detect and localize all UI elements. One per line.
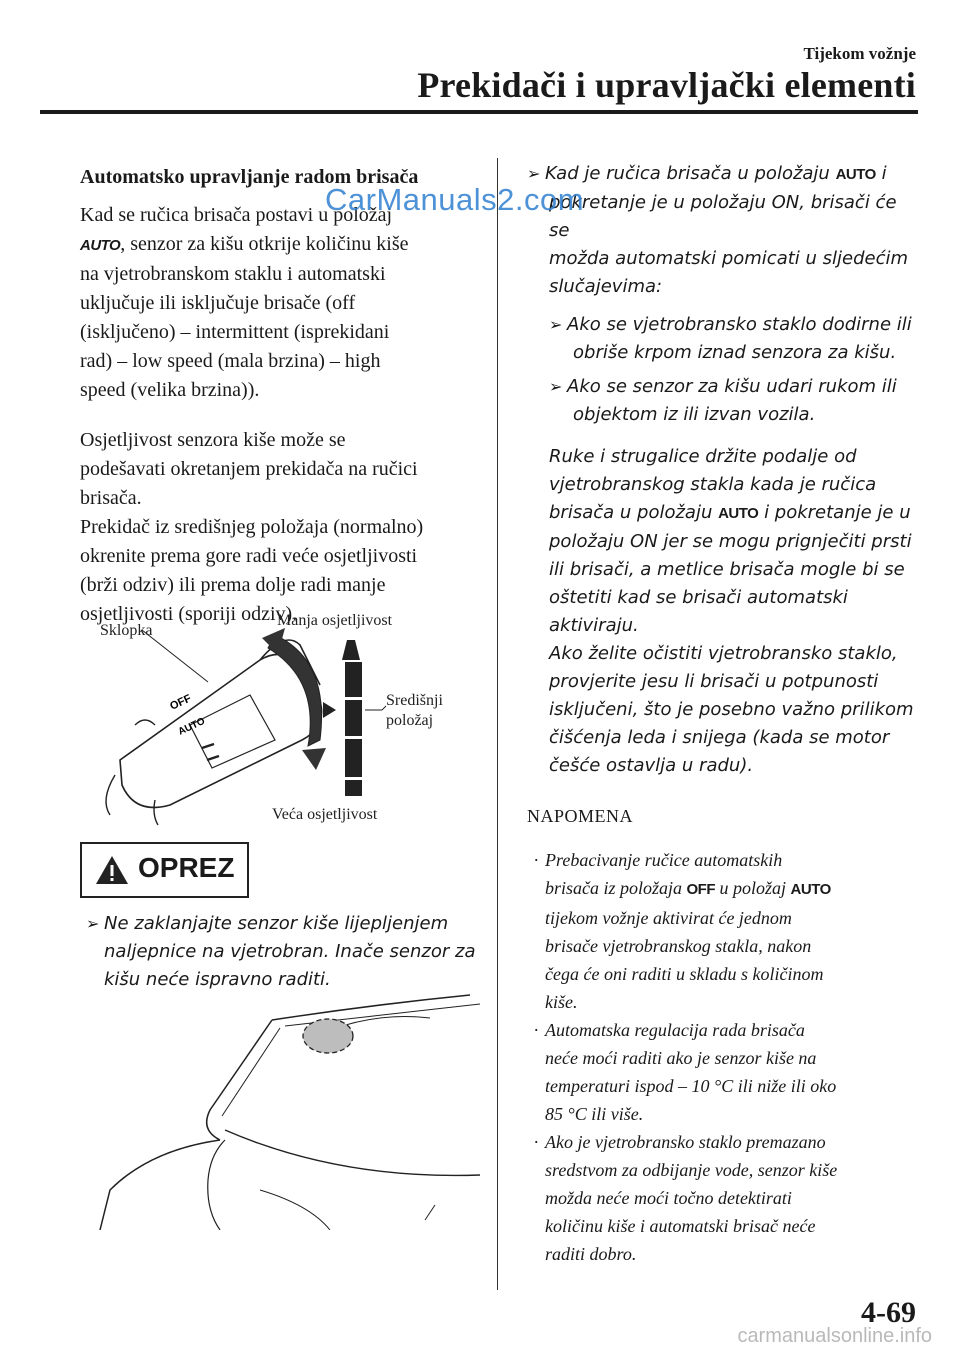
rain-sensor-area: [303, 1019, 353, 1053]
auto-symbol: AUTO: [718, 505, 759, 522]
dot-bullet: ·: [533, 850, 539, 870]
paragraph-2: [80, 426, 480, 629]
note-item-3: [527, 1128, 917, 1268]
caution-item: [86, 910, 481, 994]
arrow-bullet-icon: ➢: [86, 914, 100, 933]
lever-stalk: [106, 775, 115, 815]
left-column: [80, 160, 480, 629]
section-title: Tijekom vožnje: [803, 44, 916, 63]
note-line: 85 °C ili više.: [545, 1104, 644, 1124]
note-line: brisača iz položaja: [545, 878, 683, 898]
keep-away-line: [549, 499, 917, 528]
right-b1-line: Kad je ručica brisača u položaju: [545, 163, 830, 184]
caution-title: OPREZ: [138, 852, 235, 883]
sub2-line: objektom iz ili izvan vozila.: [573, 404, 816, 425]
keep-away-line: položaju ON jer se mogu prignječiti prsti: [549, 531, 912, 552]
label-more-sensitivity: Veća osjetljivost: [272, 806, 378, 823]
label-center-1: Središnji: [386, 692, 443, 709]
watermark-bottom: carmanualsonline.info: [737, 1325, 932, 1347]
note-line: možda neće moći točno detektirati: [545, 1188, 792, 1208]
auto-symbol: AUTO: [835, 166, 876, 183]
dot-bullet: ·: [533, 1020, 539, 1040]
p1-line: na vjetrobranskom staklu i automatski: [80, 263, 386, 285]
keep-away-line: isključeni, što je posebno važno prilikom: [549, 699, 914, 720]
section-heading: Automatsko upravljanje radom brisača: [80, 166, 419, 188]
scale-segment: [345, 780, 362, 796]
p2-line: Osjetljivost senzora kiše može se: [80, 429, 346, 451]
keep-away-line: čišćenja leda i snijega (kada se motor: [549, 727, 890, 748]
label-switch: Sklopka: [100, 622, 153, 639]
note-item-1: [527, 846, 917, 1016]
note-line: neće moći raditi ako je senzor kiše na: [545, 1048, 817, 1068]
note-line: čega će oni raditi u skladu s količinom: [545, 964, 824, 984]
right-b1-line: možda automatski pomicati u sljedećim: [549, 248, 909, 269]
scale-segment: [345, 739, 362, 777]
column-divider: [497, 158, 498, 1290]
p1-line: , senzor za kišu otkrije količinu kiše: [120, 233, 409, 255]
hood-line: [100, 1140, 220, 1230]
keep-away-text: i pokretanje je u: [764, 502, 911, 523]
sub1-line: Ako se vjetrobransko staklo dodirne ili: [567, 314, 912, 335]
chapter-title: Prekidači i upravljački elementi: [417, 65, 916, 105]
sub1-line: obriše krpom iznad senzora za kišu.: [573, 342, 897, 363]
right-b1-line: i: [881, 163, 887, 184]
note-line: temperaturi ispod – 10 °C ili niže ili oko: [545, 1076, 837, 1096]
auto-symbol: AUTO: [790, 881, 831, 898]
p2-line: Prekidač iz središnjeg položaja (normalno): [80, 516, 424, 538]
fender-line: [208, 1140, 225, 1230]
p2-line: osjetljivosti (sporiji odziv).: [80, 603, 298, 625]
note-title: NAPOMENA: [527, 806, 634, 826]
right-column: [527, 160, 917, 1268]
note-line: količinu kiše i automatski brisač neće: [545, 1216, 816, 1236]
keep-away-text: brisača u položaju: [549, 502, 713, 523]
note-line: sredstvom za odbijanje vode, senzor kiše: [545, 1160, 838, 1180]
caution-line: naljepnice na vjetrobran. Inače senzor za: [104, 941, 476, 962]
note-item-2: [527, 1016, 917, 1128]
scale-top: [342, 640, 360, 660]
watermark-top: CarManuals2.com: [325, 182, 585, 217]
note-line: Ako je vjetrobransko staklo premazano: [545, 1132, 826, 1152]
note-line: brisače vjetrobranskog stakla, nakon: [545, 936, 812, 956]
right-bullet-1: [527, 160, 917, 189]
a-pillar-left: [207, 1020, 272, 1140]
p2-line: okrenite prema gore radi veće osjetljivosti: [80, 545, 418, 567]
p2-line: (brži odziv) ili prema dolje radi manje: [80, 574, 386, 596]
label-less-sensitivity: Manja osjetljivost: [277, 612, 393, 629]
lever-body: [120, 654, 322, 807]
lever-auto-label: AUTO: [176, 715, 207, 738]
windshield-bottom: [225, 1130, 480, 1175]
lever-off-label: OFF: [168, 692, 194, 713]
rotation-arrow-head-bottom: [302, 748, 326, 770]
p2-line: podešavati okretanjem prekidača na ručici: [80, 458, 418, 480]
sub-bullet-2: [549, 373, 917, 401]
wiper-icon: [135, 720, 155, 725]
caution-line: Ne zaklanjajte senzor kiše lijepljenjem: [104, 913, 449, 934]
keep-away-line: aktiviraju.: [549, 615, 639, 636]
note-line: tijekom vožnje aktivirat će jednom: [545, 908, 792, 928]
keep-away-line: ili brisači, a metlice brisača mogle bi se: [549, 559, 905, 580]
door-line: [260, 1190, 330, 1230]
sub-bullet-1: [549, 311, 917, 339]
center-marker: [323, 702, 336, 718]
arrow-bullet-icon: ➢: [549, 315, 563, 334]
keep-away-line: češće ostavlja u radu).: [549, 755, 754, 776]
page-number: 4-69: [861, 1296, 916, 1329]
p2-line: brisača.: [80, 487, 142, 509]
keep-away-line: oštetiti kad se brisači automatski: [549, 587, 848, 608]
windshield-sensor-illustration: [90, 990, 490, 1230]
note-line: Automatska regulacija rada brisača: [545, 1020, 805, 1040]
keep-away-line: Ruke i strugalice držite podalje od: [549, 446, 857, 467]
note-line: kiše.: [545, 992, 578, 1012]
auto-symbol: AUTO: [80, 237, 121, 254]
paragraph-1-start: Kad se ručica brisača postavi u položaj: [80, 204, 393, 226]
note-line: raditi dobro.: [545, 1244, 637, 1264]
scale-segment: [345, 662, 362, 697]
note-line: Prebacivanje ručice automatskih: [545, 850, 783, 870]
header-rule: [40, 110, 918, 114]
right-b1-line: pokretanje je u položaju ON, brisači će se: [549, 192, 897, 241]
p1-line: speed (velika brzina)).: [80, 379, 260, 401]
keep-away-line: Ako želite očistiti vjetrobransko staklo,: [549, 643, 898, 664]
right-b1-line: slučajevima:: [549, 276, 663, 297]
note-line: u položaj: [719, 878, 787, 898]
arrow-bullet-icon: ➢: [527, 164, 541, 183]
paragraph-1: [80, 201, 480, 405]
warning-triangle-icon: [94, 854, 130, 886]
keep-away-line: provjerite jesu li brisači u potpunosti: [549, 671, 879, 692]
scale-segment: [345, 700, 362, 736]
label-center-2: položaj: [386, 712, 434, 729]
detail-mark: [425, 1205, 435, 1220]
a-pillar-inner: [222, 1028, 280, 1116]
p1-line: rad) – low speed (mala brzina) – high: [80, 350, 381, 372]
caution-box: [80, 842, 249, 898]
dot-bullet: ·: [533, 1132, 539, 1152]
off-symbol: OFF: [686, 881, 716, 898]
caution-line: kišu neće ispravno raditi.: [104, 969, 331, 990]
p1-line: uključuje ili isključuje brisače (off: [80, 292, 356, 314]
arrow-bullet-icon: ➢: [549, 377, 563, 396]
keep-away-line: vjetrobranskog stakla kada je ručica: [549, 474, 877, 495]
sub2-line: Ako se senzor za kišu udari rukom ili: [567, 376, 897, 397]
p1-line: (isključeno) – intermittent (isprekidani: [80, 321, 390, 343]
